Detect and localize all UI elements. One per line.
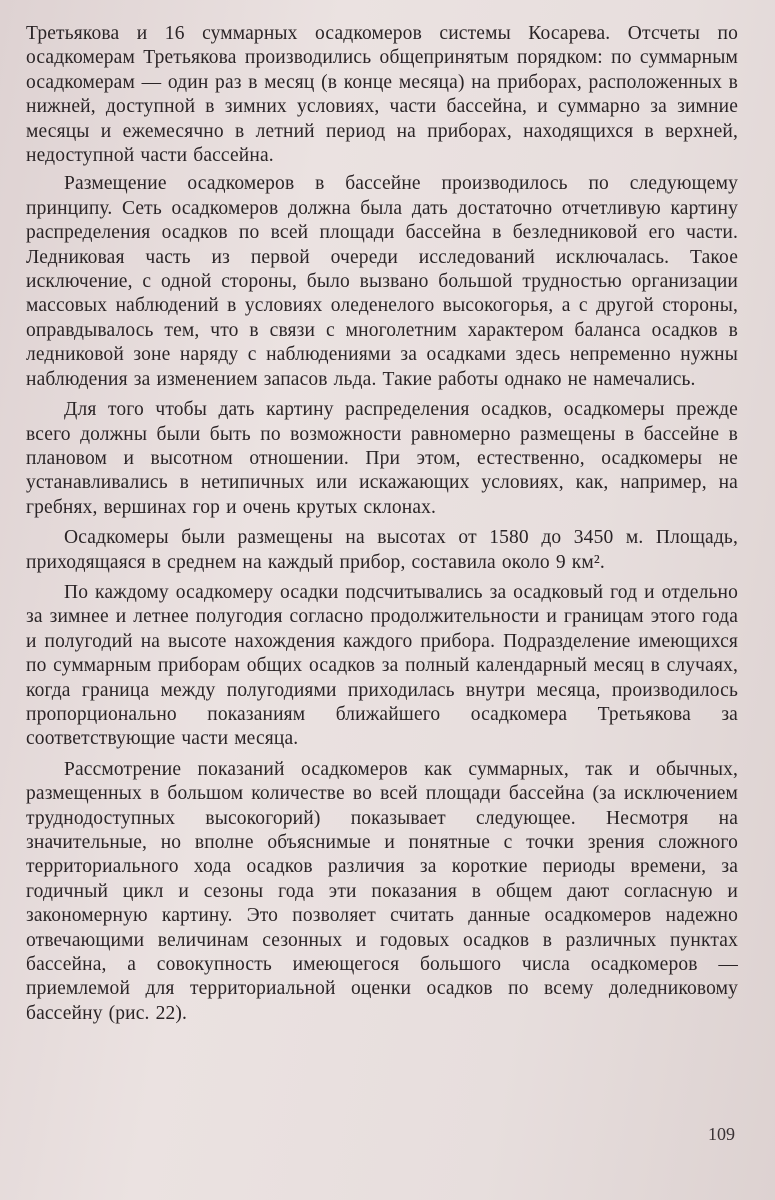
paragraph-2: Размещение осадкомеров в бассейне производилось по следующему принципу. Сеть осадкомеров должна была дать достаточно отчетливую картину распределения осадков по всей площади бассейна в безледниковой его части. Ледниковая часть из первой очереди исследований исключалась. Такое исключение, с одной стороны, было вызвано большой трудностью организации массовых наблюдений в условиях оледенелого высокогорья, а с другой стороны, оправдывалось тем, что в связи с многолетним характером баланса осадков в ледниковой зоне наряду с наблюдениями за осадками здесь непременно нужны наблюдения за изменением запасов льда. Такие работы однако не намечались. bbox=[26, 173, 738, 390]
paragraph-1: Третьякова и 16 суммарных осадкомеров системы Косарева. Отсчеты по осадкомерам Третьякова производились общепринятым порядком: по суммарным осадкомерам — один раз в месяц (в конце месяца) на приборах, расположенных в нижней, доступной в зимних условиях, части бассейна, и суммарно за зимние месяцы и ежемесячно в летний период на приборах, находящихся в верхней, недоступной части бассейна. bbox=[26, 23, 738, 167]
paragraph-5: По каждому осадкомеру осадки подсчитывались за осадковый год и отдельно за зимнее и летнее полугодия согласно продолжительности и границам этого года и полугодий на высоте нахождения каждого прибора. Подразделение имеющихся по суммарным приборам общих осадков за полный календарный месяц в случаях, когда граница между полугодиями приходилась внутри месяца, производилось пропорционально показаниям ближайшего осадкомера Третьякова за соответствующие части месяца. bbox=[26, 581, 738, 750]
page-number: 109 bbox=[708, 1124, 735, 1144]
body-text bbox=[26, 22, 738, 1026]
paragraph-6: Рассмотрение показаний осадкомеров как суммарных, так и обычных, размещенных в большом количестве во всей площади бассейна (за исключением труднодоступных высокогорий) показывает следующее. Несмотря на значительные, но вполне объяснимые и понятные с точки зрения сложного территориального хода осадков различия за короткие периоды времени, за годичный цикл и сезоны года эти показания в общем дают согласную и закономерную картину. Это позволяет считать данные осадкомеров надежно отвечающими величинам сезонных и годовых осадков в различных пунктах бассейна, а совокупность имеющегося большого числа осадкомеров — приемлемой для территориальной оценки осадков по всему доледниковому бассейну (рис. 22). bbox=[26, 758, 738, 1024]
paragraph-4: Осадкомеры были размещены на высотах от 1580 до 3450 м. Площадь, приходящаяся в среднем на каждый прибор, составила около 9 км². bbox=[26, 527, 738, 573]
paragraph-3: Для того чтобы дать картину распределения осадков, осадкомеры прежде всего должны были быть по возможности равномерно размещены в бассейне в плановом и высотном отношении. При этом, естественно, осадкомеры не устанавливались в нетипичных или искажающих условиях, как, например, на гребнях, вершинах гор и очень крутых склонах. bbox=[26, 399, 738, 518]
